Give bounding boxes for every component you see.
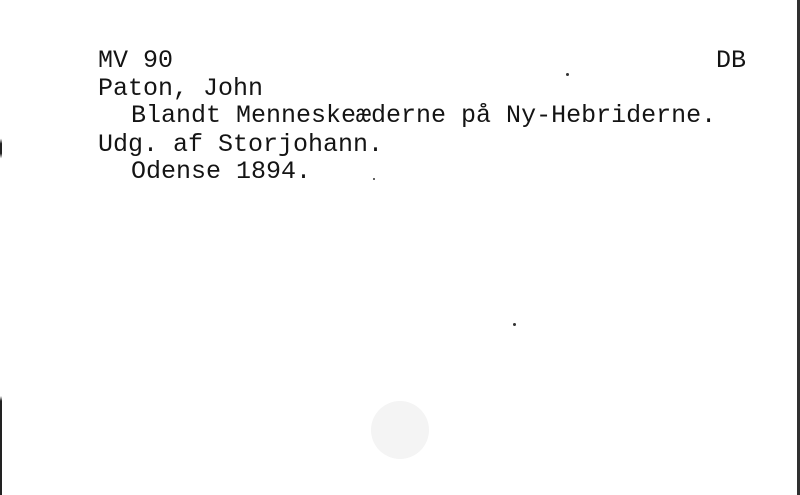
collection-code: DB [716, 46, 747, 75]
book-title: Blandt Menneskeæderne på Ny-Hebriderne. [131, 101, 717, 130]
ink-speck [566, 73, 569, 76]
card-left-edge [0, 0, 2, 495]
shelfmark: MV 90 [98, 46, 174, 75]
imprint: Odense 1894. [131, 157, 312, 186]
author-name: Paton, John [98, 74, 264, 103]
editor-note: Udg. af Storjohann. [98, 130, 384, 159]
ink-speck [513, 323, 516, 326]
punch-hole [371, 401, 429, 459]
ink-speck [373, 178, 375, 180]
